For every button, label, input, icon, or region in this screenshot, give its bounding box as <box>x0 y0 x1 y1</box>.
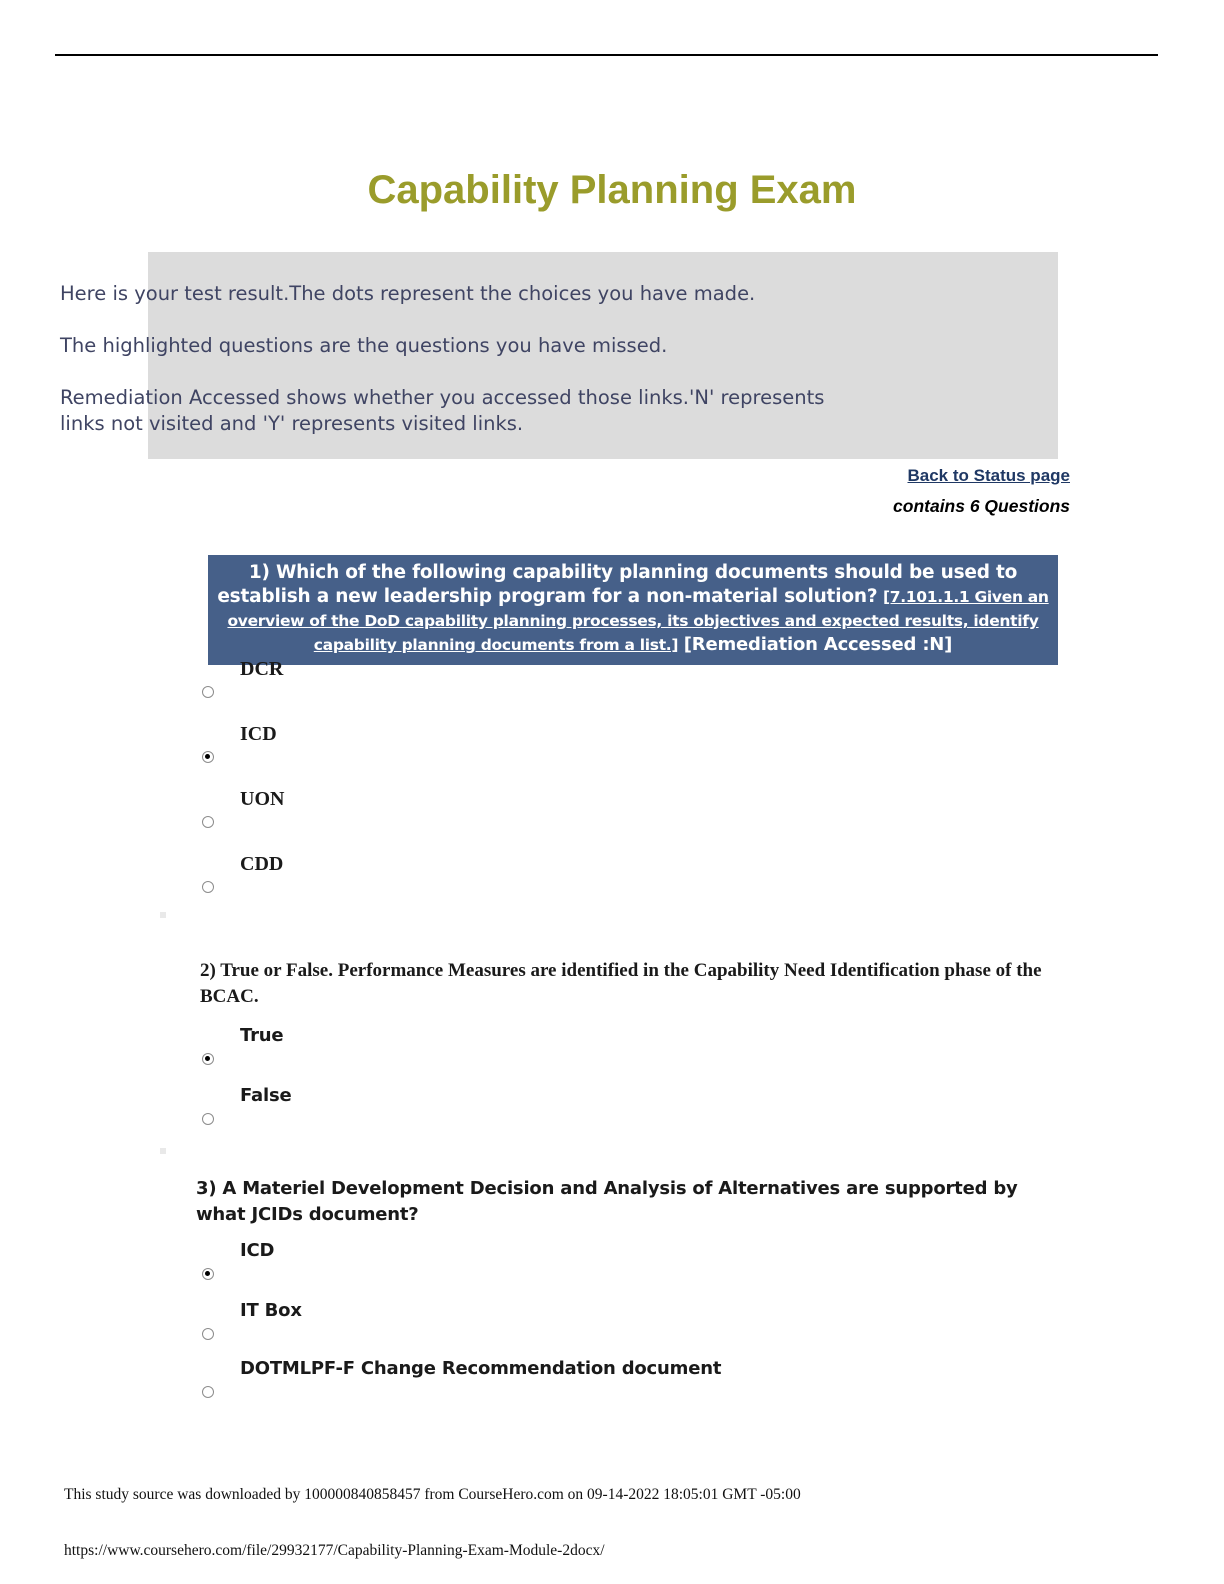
option-label: True <box>240 1025 284 1046</box>
question-3-option-2[interactable] <box>198 1352 1038 1416</box>
option-label: ICD <box>240 1240 275 1261</box>
question-3-text: 3) A Materiel Development Decision and Analysis of Alternatives are supported by what JCIDs document? <box>196 1178 1018 1225</box>
question-1-option-0[interactable] <box>198 652 1038 716</box>
question-1-option-2[interactable] <box>198 782 1038 846</box>
radio-button[interactable] <box>202 686 214 698</box>
radio-button-selected[interactable] <box>202 1268 214 1280</box>
question-1-header <box>208 555 1058 665</box>
question-1-option-3[interactable] <box>198 847 1038 911</box>
question-2-text: 2) True or False. Performance Measures are identified in the Capability Need Identification phase of the BCAC. <box>200 960 1042 1007</box>
instruction-line-1: Here is your test result.The dots represent the choices you have made. <box>60 282 756 305</box>
option-label: DCR <box>240 658 284 680</box>
option-label: ICD <box>240 723 277 745</box>
option-label: DOTMLPF-F Change Recommendation document <box>240 1358 722 1379</box>
header-divider-rule <box>55 54 1158 56</box>
radio-button[interactable] <box>202 816 214 828</box>
instruction-line-3: Remediation Accessed shows whether you accessed those links.'N' represents <box>60 386 825 409</box>
instruction-line-2: The highlighted questions are the questions you have missed. <box>60 334 668 357</box>
radio-button[interactable] <box>202 1113 214 1125</box>
question-3-option-0[interactable] <box>198 1234 1038 1298</box>
question-1-reference: [7.101.1.1 Given an overview of the DoD capability planning processes, its objectives and expected results, identify capability planning documents from a list.] <box>227 588 1049 654</box>
option-label: UON <box>240 788 285 810</box>
page-title: Capability Planning Exam <box>367 168 857 212</box>
instruction-line-4: links not visited and 'Y' represents visited links. <box>60 412 524 435</box>
question-1-text: 1) Which of the following capability planning documents should be used to establish a new leadership program for a non-material solution? <box>217 562 1018 607</box>
question-2-option-0[interactable] <box>198 1019 1038 1083</box>
status-block <box>0 466 1070 517</box>
radio-button[interactable] <box>202 1386 214 1398</box>
radio-button[interactable] <box>202 1328 214 1340</box>
instruction-text-block <box>60 252 1160 450</box>
radio-button-selected[interactable] <box>202 1053 214 1065</box>
question-2-option-1[interactable] <box>198 1079 1038 1143</box>
question-1-remediation-status: [Remediation Accessed :N] <box>683 634 953 655</box>
option-label: CDD <box>240 853 284 875</box>
option-label: IT Box <box>240 1300 302 1321</box>
scan-artifact <box>160 912 166 918</box>
back-to-status-page-link[interactable]: Back to Status page <box>907 466 1070 485</box>
question-1-option-1[interactable] <box>198 717 1038 781</box>
question-count-label: contains 6 Questions <box>893 496 1070 516</box>
radio-button[interactable] <box>202 881 214 893</box>
scan-artifact <box>160 1148 166 1154</box>
download-notice: This study source was downloaded by 100000840858457 from CourseHero.com on 09-14-2022 18:05:01 GMT -05:00 <box>64 1486 801 1503</box>
radio-button-selected[interactable] <box>202 751 214 763</box>
source-url[interactable]: https://www.coursehero.com/file/29932177/Capability-Planning-Exam-Module-2docx/ <box>64 1542 605 1559</box>
option-label: False <box>240 1085 292 1106</box>
question-3-option-1[interactable] <box>198 1294 1038 1358</box>
